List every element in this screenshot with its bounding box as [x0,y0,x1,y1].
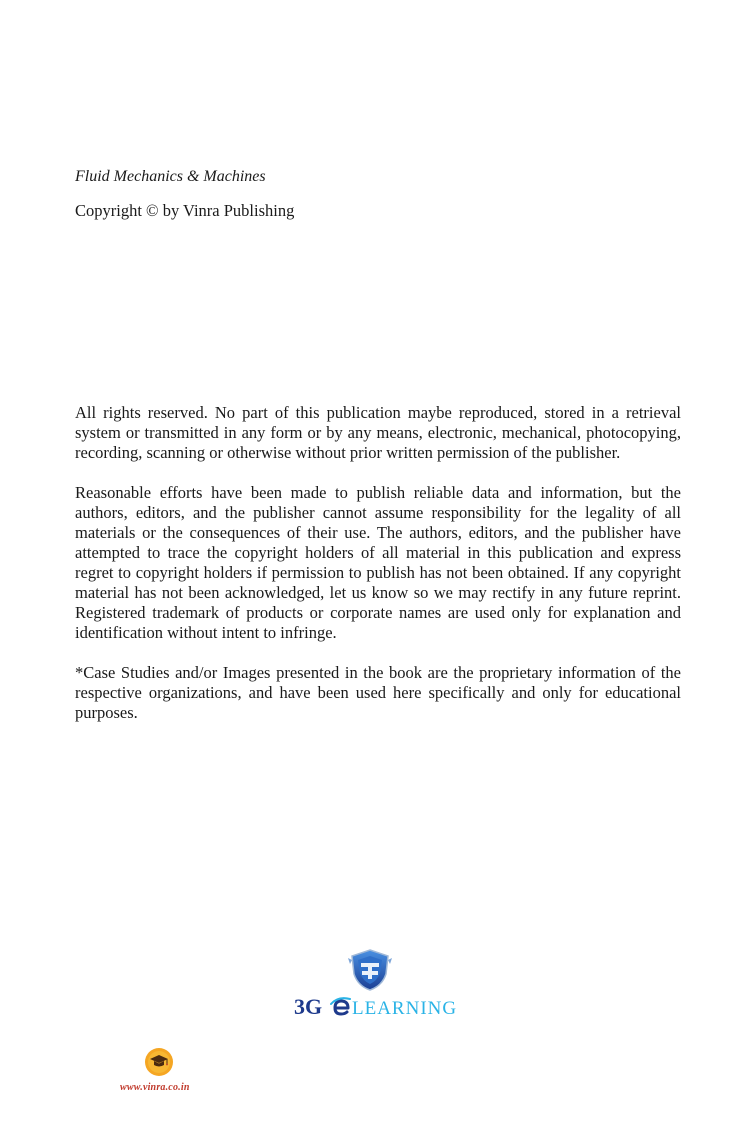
rights-reserved-paragraph: All rights reserved. No part of this publication maybe reproduced, stored in a retrieval system or transmitted in any form or by any means, electronic, mechanical, photocopying, recording, scanning or otherwise without prior written permission of the publisher. [75,403,681,462]
publisher-logo [280,948,470,1023]
book-title: Fluid Mechanics & Machines [75,168,266,185]
logo-wordmark [280,994,470,1020]
logo-3g-text: 3G [294,994,323,1019]
legal-notice [75,403,681,743]
shield-icon [348,948,392,992]
e-letter-icon [330,996,352,1018]
copyright-notice: Copyright © by Vinra Publishing [75,201,295,220]
logo-learning-text: LEARNING [352,998,458,1019]
graduation-cap-icon [144,1047,174,1077]
case-studies-paragraph: *Case Studies and/or Images presented in the book are the proprietary information of the respective organizations, and have been used here specifically and only for educational purposes. [75,663,681,722]
disclaimer-paragraph: Reasonable efforts have been made to publish reliable data and information, but the authors, editors, and the publisher cannot assume responsibility for the legality of all materials or the consequences of their use. The authors, editors, and the publisher have attempted to trace the copyright holders of all material in this publication and express regret to copyright holders if permission to publish has not been obtained. If any copyright material has not been acknowledged, let us know so we may rectify in any future reprint. Registered trademark of products or corporate names are used only for explanation and identification without intent to infringe. [75,483,681,642]
publisher-website-link[interactable]: www.vinra.co.in [120,1082,190,1093]
